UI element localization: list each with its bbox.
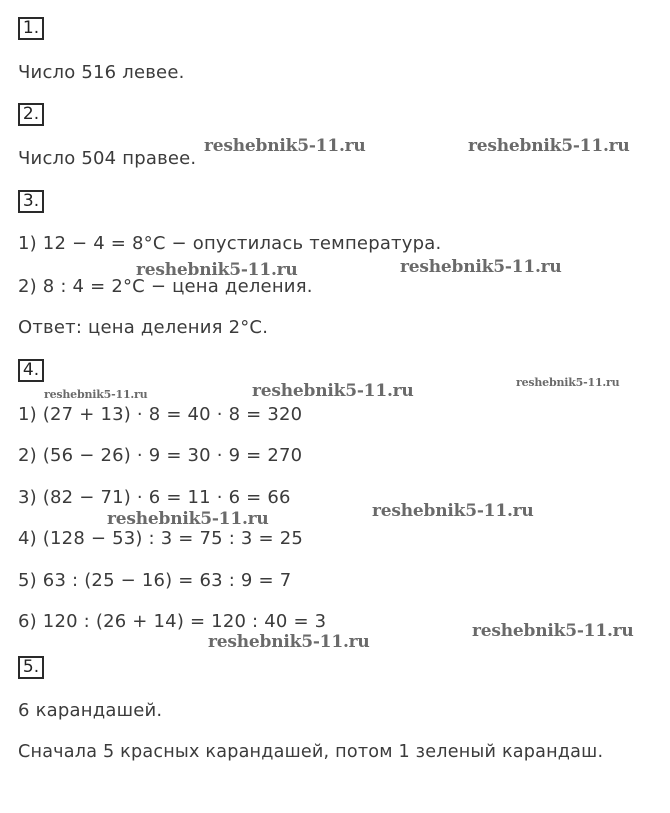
task-number-5: 5. xyxy=(18,656,44,679)
task-number-2: 2. xyxy=(18,103,44,126)
task-5-line-2: Сначала 5 красных карандашей, потом 1 зеленый карандаш. xyxy=(18,742,604,762)
task-number-3: 3. xyxy=(18,190,44,213)
watermark: reshebnik5-11.ru xyxy=(372,501,534,521)
watermark: reshebnik5-11.ru xyxy=(400,257,562,277)
task-4-line-1: 1) (27 + 13) · 8 = 40 · 8 = 320 xyxy=(18,404,303,425)
task-4-line-4: 4) (128 − 53) : 3 = 75 : 3 = 25 xyxy=(18,528,304,549)
task-4-line-5: 5) 63 : (25 − 16) = 63 : 9 = 7 xyxy=(18,570,292,591)
task-2-answer: Число 504 правее. xyxy=(18,148,197,169)
watermark: reshebnik5-11.ru xyxy=(204,136,366,156)
watermark: reshebnik5-11.ru xyxy=(252,381,414,401)
task-3-answer: Ответ: цена деления 2°С. xyxy=(18,317,269,338)
task-4-line-6: 6) 120 : (26 + 14) = 120 : 40 = 3 xyxy=(18,611,327,632)
watermark: reshebnik5-11.ru xyxy=(468,136,630,156)
watermark: reshebnik5-11.ru xyxy=(472,621,634,641)
watermark: reshebnik5-11.ru xyxy=(208,632,370,652)
task-4-line-2: 2) (56 − 26) · 9 = 30 · 9 = 270 xyxy=(18,445,303,466)
watermark: reshebnik5-11.ru xyxy=(136,260,298,280)
watermark: reshebnik5-11.ru xyxy=(44,388,148,401)
task-number-1: 1. xyxy=(18,17,44,40)
watermark: reshebnik5-11.ru xyxy=(516,376,620,389)
task-4-line-3: 3) (82 − 71) · 6 = 11 · 6 = 66 xyxy=(18,487,291,508)
task-1-answer: Число 516 левее. xyxy=(18,62,185,83)
watermark: reshebnik5-11.ru xyxy=(107,509,269,529)
task-5-line-1: 6 карандашей. xyxy=(18,700,163,721)
task-3-line-1: 1) 12 − 4 = 8°С − опустилась температура. xyxy=(18,233,442,254)
task-3-line-2: 2) 8 : 4 = 2°С − цена деления. xyxy=(18,276,313,297)
task-number-4: 4. xyxy=(18,359,44,382)
